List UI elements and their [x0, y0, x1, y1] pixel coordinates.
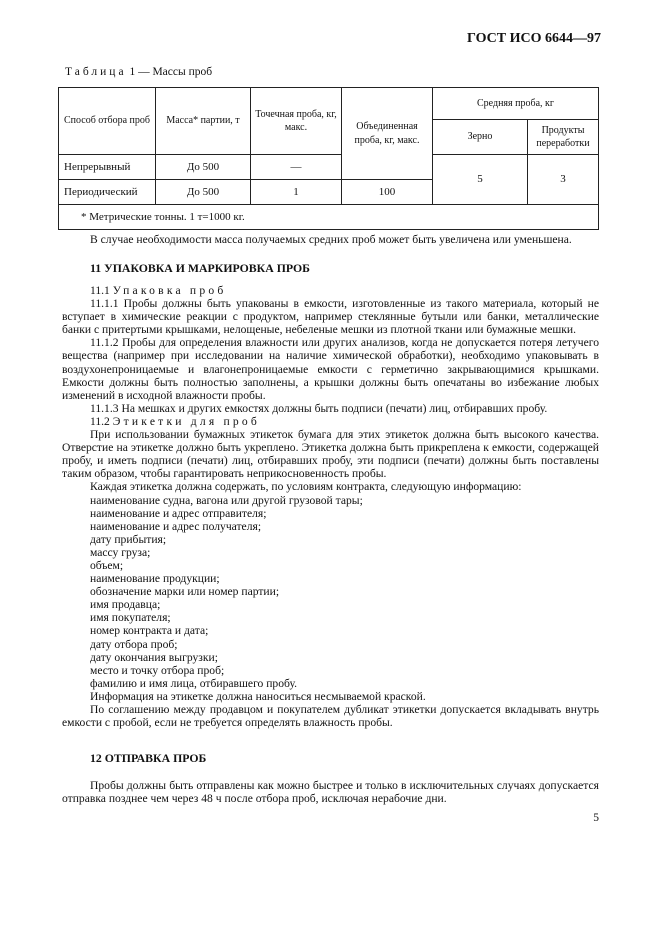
paragraph: В случае необходимости масса получаемых средних проб может быть увеличена или уменьшена.	[90, 233, 572, 246]
paragraph: Пробы должны быть отправлены как можно быстрее и только в исключительных случаях допускается отправка позднее чем через 48 ч после отбора проб, исключая нерабочие дни.	[62, 779, 599, 806]
row-mass: До 500	[156, 180, 251, 205]
row-point: 1	[251, 180, 342, 205]
row-point: —	[251, 155, 342, 180]
section-12-heading	[62, 752, 599, 765]
row-method: Периодический	[59, 180, 156, 205]
paragraph: При использовании бумажных этикеток бумага для этих этикеток должна быть высокого качества. Отверстие на этикетке должно быть укреплено. Этикетка должна быть прикреплена к емкости, содержащей пробу, и иметь подписи (печати) лиц, отбиравших пробу, эти подписи (печати) должны быть поставлены таким образом, чтобы гарантировать неприкосновенность пробы.	[62, 428, 599, 481]
table-footnote: * Метрические тонны. 1 т=1000 кг.	[59, 205, 599, 230]
section-12-body	[62, 779, 599, 805]
subsection-11-1-title	[62, 284, 599, 297]
paragraph: 11.1.2 Пробы для определения влажности или других анализов, когда не допускается потеря летучего вещества (например при исследовании на наличие химической обработки), необходимо упаковывать в воздухонепроницаемые и влагонепроницаемые емкости с герметично закрывающимися крышками. Емкости должны быть полностью заполнены, а крышки должны быть опечатаны во избежание любых изменений в исходной влажности пробы.	[62, 336, 599, 402]
text-after-table	[62, 233, 599, 246]
paragraph: 11.1.1 Пробы должны быть упакованы в емкости, изготовленные из такого материала, который не вступает в химические реакции с продуктом, например стеклянные бутыли или банки, металлические банки с притертыми крышками, нелощеные, небеленые мешки из плотной ткани или бумажные мешки.	[62, 297, 599, 337]
subsection-11-2-title	[62, 415, 599, 428]
list-item: имя продавца;	[90, 598, 161, 612]
subsection-number: 11.1	[90, 284, 113, 297]
list-item: имя покупателя;	[90, 611, 171, 625]
header-method: Способ отбора проб	[59, 88, 156, 155]
list-item: дату отбора проб;	[90, 637, 178, 651]
header-average-sample: Средняя проба, кг	[433, 88, 599, 120]
section-heading: 11 УПАКОВКА И МАРКИРОВКА ПРОБ	[90, 261, 310, 275]
list-item: номер контракта и дата;	[90, 624, 209, 638]
paragraph: Каждая этикетка должна содержать, по условиям контракта, следующую информацию:	[90, 480, 522, 494]
page-number: 5	[593, 812, 599, 824]
header-products: Продукты переработки	[528, 120, 599, 155]
grain-value: 5	[433, 155, 528, 205]
header-mass: Масса* партии, т	[156, 88, 251, 155]
subsection-title: Этикетки для проб	[112, 414, 260, 428]
list-item: фамилию и имя лица, отбиравшего пробу.	[90, 676, 298, 690]
sample-mass-table	[58, 87, 599, 230]
list-item: наименование и адрес получателя;	[90, 519, 262, 533]
combined-value: 100	[342, 180, 433, 205]
list-item: наименование судна, вагона или другой грузовой тары;	[90, 493, 363, 507]
paragraph: Информация на этикетке должна наноситься несмываемой краской.	[90, 689, 426, 703]
list-item: массу груза;	[90, 545, 151, 559]
table-caption-title: 1 — Массы проб	[126, 66, 213, 78]
table-row	[59, 155, 599, 180]
list-item: наименование продукции;	[90, 572, 220, 586]
header-grain: Зерно	[433, 120, 528, 155]
document-code-header: ГОСТ ИСО 6644—97	[467, 31, 601, 46]
label-info-list	[62, 494, 599, 690]
list-item: дату прибытия;	[90, 532, 167, 546]
section-11-body	[62, 284, 599, 729]
section-11-heading	[62, 262, 599, 275]
list-item: объем;	[90, 558, 124, 572]
list-item: наименование и адрес отправителя;	[90, 506, 267, 520]
subsection-number: 11.2	[90, 414, 113, 428]
paragraph: По соглашению между продавцом и покупателем дубликат этикетки допускается вкладывать внутрь емкости с пробой, если не требуется определять влажность пробы.	[62, 703, 599, 730]
list-item: место и точку отбора проб;	[90, 663, 225, 677]
paragraph: 11.1.3 На мешках и других емкостях должны быть подписи (печати) лиц, отбиравших пробу.	[90, 401, 548, 415]
table-caption-word: Таблица	[65, 66, 127, 78]
section-heading: 12 ОТПРАВКА ПРОБ	[90, 751, 207, 765]
list-item: дату окончания выгрузки;	[90, 650, 218, 664]
header-point-sample: Точечная проба, кг, макс.	[251, 88, 342, 155]
subsection-title: Упаковка проб	[112, 284, 227, 297]
table-caption	[65, 66, 212, 78]
row-mass: До 500	[156, 155, 251, 180]
list-item: обозначение марки или номер партии;	[90, 585, 280, 599]
row-method: Непрерывный	[59, 155, 156, 180]
header-combined-sample: Объединенная проба, кг, макс.	[342, 88, 433, 180]
products-value: 3	[528, 155, 599, 205]
